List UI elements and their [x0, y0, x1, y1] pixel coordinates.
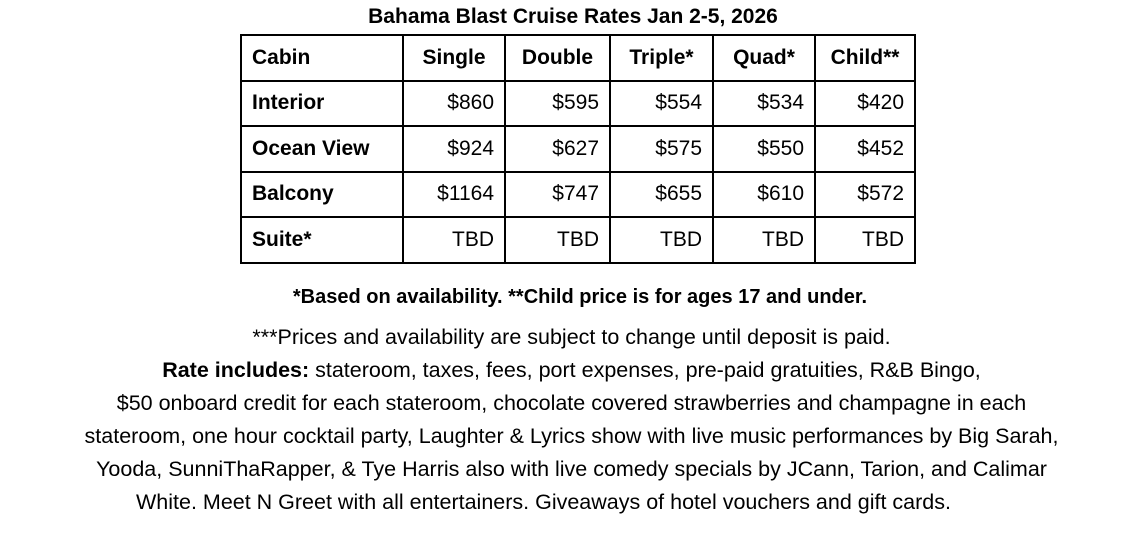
page-title: Bahama Blast Cruise Rates Jan 2-5, 2026	[368, 5, 778, 28]
price-cell: $452	[815, 126, 915, 172]
price-cell: TBD	[713, 217, 815, 263]
rate-includes-label: Rate includes:	[162, 358, 310, 382]
price-cell: $610	[713, 172, 815, 218]
rates-table	[240, 34, 916, 264]
price-cell: $747	[505, 172, 610, 218]
price-cell: $595	[505, 81, 610, 127]
rate-includes-line: Yooda, SunniThaRapper, & Tye Harris also with live comedy specials by JCann, Tarion, and Calimar	[96, 457, 1047, 481]
table-row	[241, 126, 915, 172]
price-cell: TBD	[403, 217, 505, 263]
column-header-cabin: Cabin	[241, 35, 403, 81]
table-row	[241, 81, 915, 127]
table-header-row	[241, 35, 915, 81]
price-cell: TBD	[505, 217, 610, 263]
price-cell: $554	[610, 81, 713, 127]
price-cell: $420	[815, 81, 915, 127]
rate-includes-line	[0, 354, 1143, 387]
rate-notes	[0, 321, 1143, 519]
disclaimer-text: ***Prices and availability are subject to change until deposit is paid.	[252, 325, 891, 349]
rate-includes-text: stateroom, taxes, fees, port expenses, pre-paid gratuities, R&B Bingo,	[309, 358, 981, 382]
price-cell: $627	[505, 126, 610, 172]
price-cell: $550	[713, 126, 815, 172]
column-header-single: Single	[403, 35, 505, 81]
price-cell: TBD	[815, 217, 915, 263]
table-row	[241, 172, 915, 218]
price-cell: $534	[713, 81, 815, 127]
price-cell: $1164	[403, 172, 505, 218]
rate-includes-line: White. Meet N Greet with all entertainers. Giveaways of hotel vouchers and gift cards.	[136, 490, 951, 514]
column-header-double: Double	[505, 35, 610, 81]
cabin-name: Suite*	[241, 217, 403, 263]
column-header-quad: Quad*	[713, 35, 815, 81]
cabin-name: Interior	[241, 81, 403, 127]
table-row	[241, 217, 915, 263]
rate-includes-line: $50 onboard credit for each stateroom, chocolate covered strawberries and champagne in each	[116, 391, 1027, 415]
table-footnote: *Based on availability. **Child price is for ages 17 and under.	[292, 286, 868, 308]
column-header-triple: Triple*	[610, 35, 713, 81]
price-cell: $860	[403, 81, 505, 127]
cabin-name: Balcony	[241, 172, 403, 218]
price-cell: $655	[610, 172, 713, 218]
price-cell: $572	[815, 172, 915, 218]
rate-includes-line: stateroom, one hour cocktail party, Laughter & Lyrics show with live music performances by Big Sarah,	[84, 424, 1059, 448]
column-header-child: Child**	[815, 35, 915, 81]
cabin-name: Ocean View	[241, 126, 403, 172]
price-cell: $575	[610, 126, 713, 172]
price-cell: TBD	[610, 217, 713, 263]
price-cell: $924	[403, 126, 505, 172]
